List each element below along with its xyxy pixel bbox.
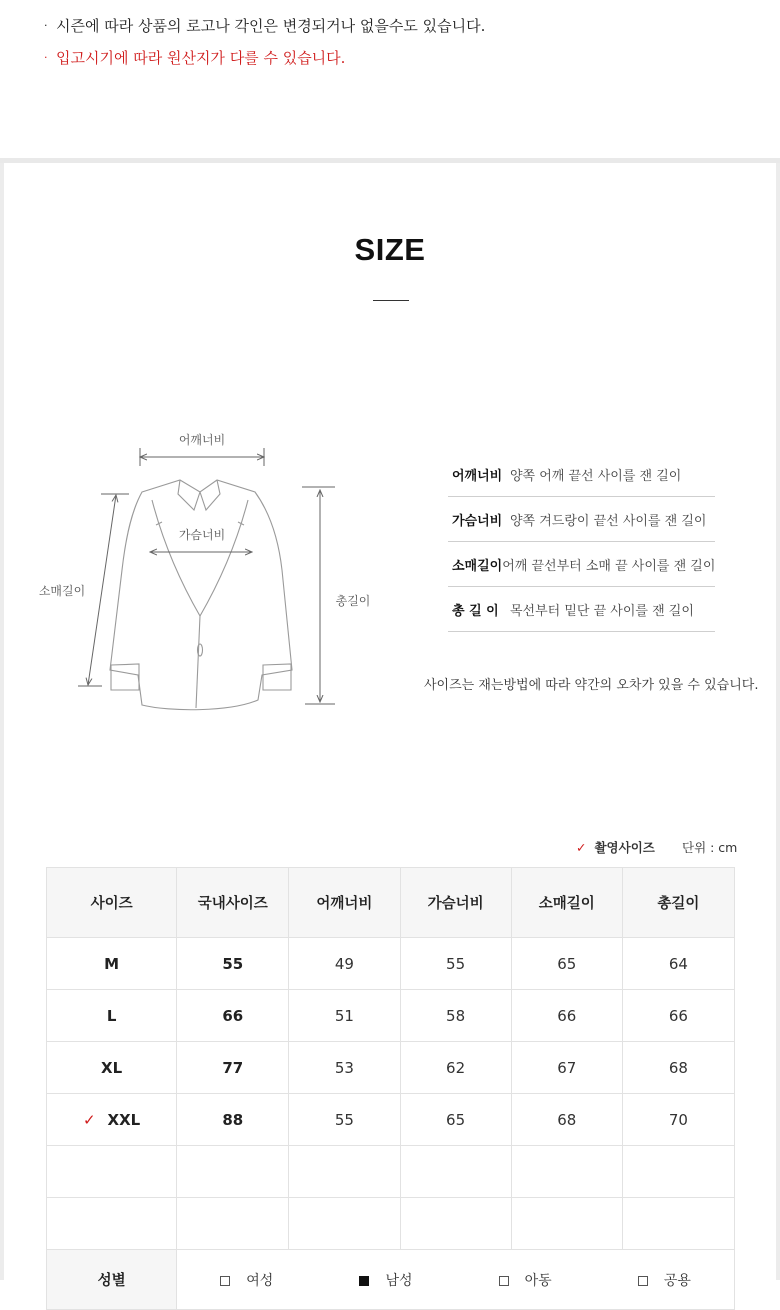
cell-size: L [47,990,177,1042]
empty-cell [47,1198,177,1250]
empty-cell [622,1146,734,1198]
checkbox-filled-icon [359,1276,369,1286]
checkbox-empty-icon [638,1276,648,1286]
definition-row [448,452,715,497]
cell-size [47,1094,177,1146]
definition-term: 소매길이 [452,558,503,574]
jacket-measurement-diagram [30,420,380,730]
note-text: 시즌에 따라 상품의 로고나 각인은 변경되거나 없을수도 있습니다. [56,17,486,35]
gender-option-kids [499,1270,552,1290]
table-row [47,938,735,990]
jacket-outline-icon [110,480,292,710]
product-notes [0,0,780,158]
cell-chest: 55 [400,938,511,990]
label-sleeve: 소매길이 [38,584,86,598]
cell-length: 64 [622,938,734,990]
cell-sleeve: 65 [511,938,622,990]
gender-option-female [220,1270,273,1290]
cell-length: 68 [622,1042,734,1094]
size-table [46,867,735,1310]
header-length: 총길이 [622,868,734,938]
cell-shoulder: 53 [289,1042,400,1094]
empty-cell [289,1198,400,1250]
definition-row [448,587,715,632]
empty-cell [177,1146,289,1198]
cell-kr-size: 66 [177,990,289,1042]
header-sleeve: 소매길이 [511,868,622,938]
definition-desc: 목선부터 밑단 끝 사이를 잰 길이 [510,603,694,619]
photo-size-legend [576,838,655,856]
cell-shoulder: 49 [289,938,400,990]
cell-chest: 65 [400,1094,511,1146]
gender-option-unisex [638,1270,691,1290]
header-chest: 가슴너비 [400,868,511,938]
cell-kr-size: 55 [177,938,289,990]
note-bullet: · [44,51,48,64]
empty-cell [511,1198,622,1250]
table-row-empty [47,1146,735,1198]
checkbox-empty-icon [499,1276,509,1286]
definition-row [448,542,715,587]
gender-option-label: 여성 [246,1272,274,1289]
cell-size: M [47,938,177,990]
cell-shoulder: 51 [289,990,400,1042]
cell-kr-size: 77 [177,1042,289,1094]
cell-chest: 62 [400,1042,511,1094]
checkbox-empty-icon [220,1276,230,1286]
unit-label: 단위 : cm [682,840,738,855]
empty-cell [622,1198,734,1250]
note-text: 입고시기에 따라 원산지가 다를 수 있습니다. [56,49,346,67]
definition-row [448,497,715,542]
cell-chest: 58 [400,990,511,1042]
gender-label: 성별 [47,1250,177,1310]
cell-length: 70 [622,1094,734,1146]
table-header-row [47,868,735,938]
gender-option-male [359,1270,412,1290]
frame-left [0,163,4,1280]
label-length: 총길이 [335,594,371,608]
photo-size-label: 촬영사이즈 [594,840,655,855]
gender-option-label: 아동 [524,1272,552,1289]
empty-cell [511,1146,622,1198]
cell-sleeve: 68 [511,1094,622,1146]
definition-term: 가슴너비 [452,513,503,529]
gender-row [47,1250,735,1310]
cell-kr-size: 88 [177,1094,289,1146]
title-underline [373,300,409,301]
gender-option-label: 남성 [385,1272,413,1289]
gender-options [177,1250,735,1310]
empty-cell [289,1146,400,1198]
frame-right [776,163,780,1280]
cell-size-value: XXL [107,1110,141,1129]
label-shoulder: 어깨너비 [178,433,226,447]
header-size: 사이즈 [47,868,177,938]
cell-size: XL [47,1042,177,1094]
definition-term: 총 길 이 [452,603,499,619]
note-bullet: · [44,19,48,32]
empty-cell [177,1198,289,1250]
table-row [47,1094,735,1146]
table-row-empty [47,1198,735,1250]
cell-shoulder: 55 [289,1094,400,1146]
cell-sleeve: 66 [511,990,622,1042]
header-kr-size: 국내사이즈 [177,868,289,938]
section-title: SIZE [354,232,426,267]
definition-desc: 어깨 끝선부터 소매 끝 사이를 잰 길이 [502,558,716,574]
empty-cell [400,1146,511,1198]
definition-desc: 양쪽 어깨 끝선 사이를 잰 길이 [510,468,682,484]
checkmark-icon: ✓ [82,1110,96,1129]
header-shoulder: 어깨너비 [289,868,400,938]
cell-sleeve: 67 [511,1042,622,1094]
table-row [47,1042,735,1094]
gender-option-label: 공용 [663,1272,691,1289]
empty-cell [400,1198,511,1250]
note-origin [44,48,345,68]
definition-term: 어깨너비 [452,468,503,484]
cell-length: 66 [622,990,734,1042]
definition-desc: 양쪽 겨드랑이 끝선 사이를 잰 길이 [510,513,707,529]
checkmark-icon: ✓ [576,840,587,855]
measurement-definitions [448,452,715,632]
note-logo [44,16,485,36]
section-divider [0,158,780,163]
table-row [47,990,735,1042]
label-chest: 가슴너비 [178,528,226,542]
empty-cell [47,1146,177,1198]
size-disclaimer: 사이즈는 재는방법에 따라 약간의 오차가 있을 수 있습니다. [424,678,759,693]
